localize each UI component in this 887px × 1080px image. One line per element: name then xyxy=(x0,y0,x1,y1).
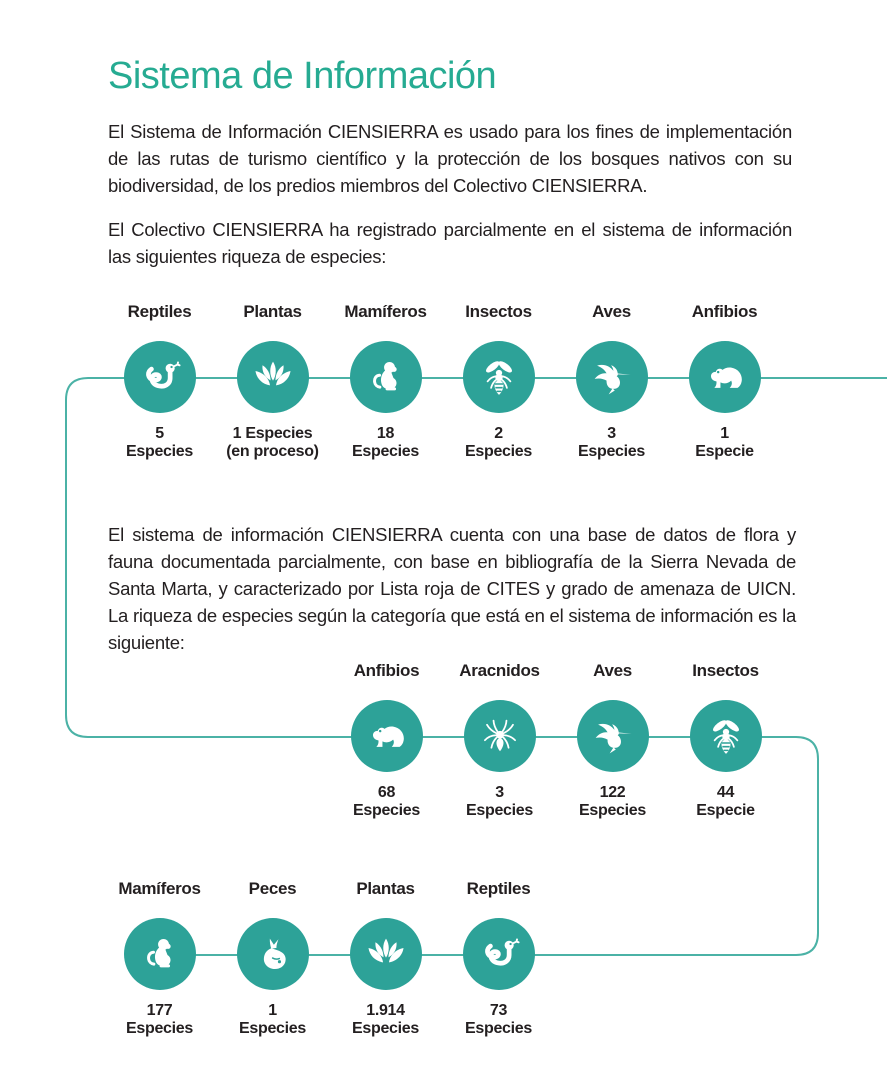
species-item xyxy=(216,879,329,1037)
monkey-icon xyxy=(139,933,181,975)
species-label: Insectos xyxy=(465,302,532,321)
species-count-unit: Especies xyxy=(466,801,533,819)
species-count xyxy=(579,784,646,819)
bee-icon xyxy=(705,715,747,757)
species-label: Insectos xyxy=(692,661,759,680)
species-count-value: 1.914 xyxy=(366,1002,405,1019)
species-count xyxy=(352,425,419,460)
lotus-icon xyxy=(365,933,407,975)
species-circle xyxy=(124,341,196,413)
species-row-2 xyxy=(330,661,782,819)
species-circle xyxy=(351,700,423,772)
species-count xyxy=(353,784,420,819)
species-count xyxy=(352,1002,419,1037)
species-label: Reptiles xyxy=(127,302,192,321)
species-count-unit: Especies xyxy=(126,1019,193,1037)
species-label: Peces xyxy=(248,879,297,898)
species-count-value: 5 xyxy=(155,425,164,442)
species-item xyxy=(103,879,216,1037)
species-label: Plantas xyxy=(356,879,415,898)
species-item xyxy=(103,302,216,460)
monkey-icon xyxy=(365,356,407,398)
species-count xyxy=(465,1002,532,1037)
species-circle xyxy=(689,341,761,413)
species-count-value: 122 xyxy=(599,784,626,801)
frog-icon xyxy=(366,715,408,757)
species-count xyxy=(695,425,753,460)
species-count xyxy=(126,425,193,460)
bee-icon xyxy=(478,356,520,398)
species-circle xyxy=(463,341,535,413)
species-count-unit: Especies xyxy=(352,1019,419,1037)
species-item xyxy=(669,661,782,819)
species-count-value: 3 xyxy=(495,784,504,801)
species-count-value: 1 Especies xyxy=(232,425,313,442)
page-title: Sistema de Información xyxy=(108,55,497,98)
species-count-unit: Especies xyxy=(352,442,419,460)
species-circle xyxy=(237,918,309,990)
species-count-unit: Especies xyxy=(239,1019,306,1037)
species-label: Mamíferos xyxy=(118,879,201,898)
paragraph-registered-species: El Colectivo CIENSIERRA ha registrado parcialmente en el sistema de información las siguientes riqueza de especies: xyxy=(108,218,792,267)
species-count-value: 68 xyxy=(377,784,396,801)
species-circle xyxy=(576,341,648,413)
species-count-value: 44 xyxy=(716,784,735,801)
species-label: Reptiles xyxy=(466,879,531,898)
species-item xyxy=(556,661,669,819)
species-label: Aves xyxy=(593,661,632,680)
species-item xyxy=(329,302,442,460)
species-count xyxy=(126,1002,193,1037)
species-count xyxy=(578,425,645,460)
species-count xyxy=(239,1002,306,1037)
species-circle xyxy=(463,918,535,990)
species-row-1 xyxy=(103,302,781,460)
snake-icon xyxy=(139,356,181,398)
snake-icon xyxy=(478,933,520,975)
species-label: Aves xyxy=(592,302,631,321)
hummingbird-icon xyxy=(592,715,634,757)
species-count-unit: Especie xyxy=(695,442,754,460)
fish-icon xyxy=(252,933,294,975)
species-count-unit: Especies xyxy=(465,442,532,460)
species-count-value: 18 xyxy=(376,425,395,442)
species-count-unit: Especies xyxy=(353,801,420,819)
species-count-value: 2 xyxy=(494,425,503,442)
species-count-unit: Especies xyxy=(465,1019,532,1037)
species-label: Anfibios xyxy=(353,661,420,680)
paragraph-intro: El Sistema de Información CIENSIERRA es usado para los fines de implementación de las rutas de turismo científico y la protección de los bosques nativos con su biodiversidad, de los predios miembros del Colectivo CIENSIERRA. xyxy=(108,120,792,196)
paragraph-database: El sistema de información CIENSIERRA cuenta con una base de datos de flora y fauna documentada parcialmente, con base en bibliografía de la Sierra Nevada de Santa Marta, y caracterizado por Lista roja de CITES y grado de amenaza de UICN. La riqueza de especies según la categoría que está en el sistema de información es la siguiente: xyxy=(108,523,796,653)
species-row-3 xyxy=(103,879,555,1037)
species-item xyxy=(330,661,443,819)
species-item xyxy=(442,879,555,1037)
lotus-icon xyxy=(252,356,294,398)
species-item xyxy=(668,302,781,460)
species-circle xyxy=(237,341,309,413)
species-count-unit: Especies xyxy=(126,442,193,460)
species-circle xyxy=(350,341,422,413)
species-label: Anfibios xyxy=(691,302,758,321)
species-label: Plantas xyxy=(243,302,302,321)
species-count-unit: Especies xyxy=(579,801,646,819)
species-count-unit: (en proceso) xyxy=(226,442,319,460)
species-count-value: 1 xyxy=(720,425,729,442)
species-circle xyxy=(464,700,536,772)
species-circle xyxy=(690,700,762,772)
species-circle xyxy=(577,700,649,772)
species-label: Aracnidos xyxy=(459,661,540,680)
species-item xyxy=(442,302,555,460)
species-item xyxy=(443,661,556,819)
species-item xyxy=(555,302,668,460)
species-count xyxy=(465,425,532,460)
species-label: Mamíferos xyxy=(344,302,427,321)
species-count xyxy=(466,784,533,819)
species-item xyxy=(216,302,329,460)
species-count-value: 177 xyxy=(146,1002,173,1019)
species-count-value: 3 xyxy=(607,425,616,442)
species-count-value: 73 xyxy=(489,1002,508,1019)
species-count xyxy=(696,784,754,819)
species-count xyxy=(226,425,318,460)
frog-icon xyxy=(704,356,746,398)
species-count-value: 1 xyxy=(268,1002,277,1019)
spider-icon xyxy=(479,715,521,757)
hummingbird-icon xyxy=(591,356,633,398)
species-item xyxy=(329,879,442,1037)
species-count-unit: Especie xyxy=(696,801,755,819)
species-circle xyxy=(350,918,422,990)
species-circle xyxy=(124,918,196,990)
species-count-unit: Especies xyxy=(578,442,645,460)
